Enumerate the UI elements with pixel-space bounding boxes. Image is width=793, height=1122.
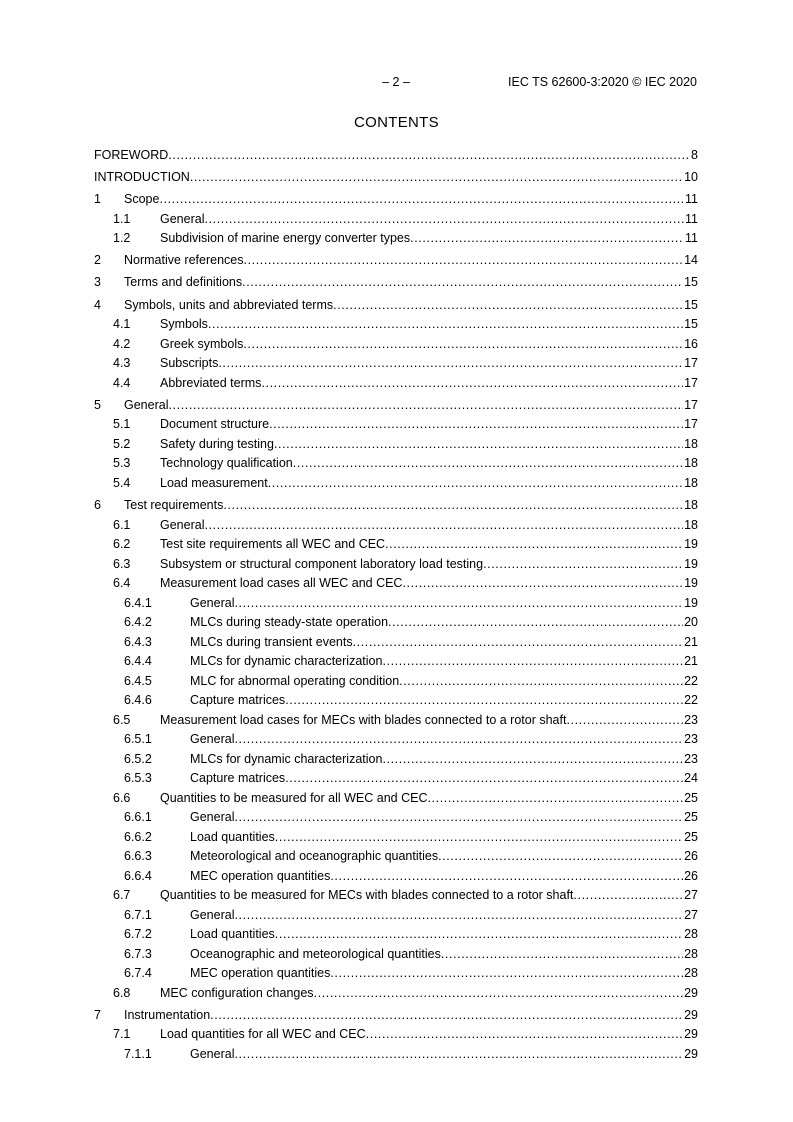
document-reference: IEC TS 62600-3:2020 © IEC 2020 <box>508 75 697 89</box>
dot-leader <box>234 1045 683 1065</box>
toc-entry-number: 6.6.1 <box>124 810 152 824</box>
dot-leader <box>168 146 690 166</box>
toc-entry[interactable] <box>94 613 698 633</box>
toc-entry[interactable] <box>94 964 698 984</box>
toc-entry-title: Load quantities <box>190 829 275 844</box>
toc-entry-page: 29 <box>684 1027 698 1042</box>
toc-entry-title: Measurement load cases for MECs with blades connected to a rotor shaft <box>160 712 567 727</box>
toc-entry-title: Symbols, units and abbreviated terms <box>124 297 334 312</box>
toc-entry-title: Technology qualification <box>160 456 293 471</box>
dot-leader <box>314 984 684 1004</box>
toc-entry[interactable] <box>94 251 698 271</box>
toc-entry-page: 8 <box>691 147 698 162</box>
toc-entry-number: 7.1 <box>113 1027 131 1042</box>
toc-entry-number: 6.4.4 <box>124 654 152 668</box>
toc-entry-title: Abbreviated terms <box>160 375 262 390</box>
toc-entry-number: 6 <box>94 498 101 512</box>
toc-entry-page: 19 <box>684 576 698 590</box>
dot-leader <box>330 867 683 887</box>
toc-entry-title: MEC configuration changes <box>160 985 314 1000</box>
dot-leader <box>382 750 683 770</box>
toc-entry[interactable] <box>94 516 698 536</box>
toc-entry-page: 27 <box>684 907 698 922</box>
toc-entry[interactable] <box>94 633 698 653</box>
toc-entry-number: 5.4 <box>113 475 131 490</box>
toc-entry-number: 1.2 <box>113 231 131 246</box>
toc-entry-title: MLCs for dynamic characterization <box>190 654 383 668</box>
toc-entry-page: 19 <box>684 537 698 551</box>
toc-entry-number: 3 <box>94 275 101 290</box>
toc-entry-number: 6.4.3 <box>124 634 152 649</box>
toc-entry[interactable] <box>94 1025 698 1045</box>
toc-entry-number: 6.4 <box>113 576 131 590</box>
toc-entry-page: 26 <box>684 868 698 883</box>
toc-entry-page: 25 <box>684 829 698 844</box>
toc-entry[interactable] <box>94 190 698 210</box>
toc-entry-number: 6.4.6 <box>124 693 152 707</box>
toc-entry[interactable] <box>94 984 698 1004</box>
toc-entry-number: 2 <box>94 253 101 268</box>
toc-entry-title: Capture matrices <box>190 771 286 785</box>
dot-leader <box>353 633 684 653</box>
toc-entry[interactable] <box>94 396 698 416</box>
toc-entry-page: 10 <box>684 169 698 184</box>
toc-entry[interactable] <box>94 146 698 166</box>
toc-entry[interactable] <box>94 769 698 789</box>
toc-entry-title: General <box>160 211 205 226</box>
dot-leader <box>438 847 683 867</box>
toc-entry-title: Document structure <box>160 417 270 432</box>
dot-leader <box>566 711 683 731</box>
toc-entry[interactable] <box>94 847 698 867</box>
toc-entry-page: 21 <box>684 654 698 668</box>
dot-leader <box>333 296 683 316</box>
toc-entry-number: 4.4 <box>113 375 131 390</box>
toc-entry[interactable] <box>94 789 698 809</box>
toc-entry-number: 6.6.4 <box>124 868 152 883</box>
dot-leader <box>234 594 683 614</box>
toc-entry-number: 6.8 <box>113 985 131 1000</box>
toc-entry-title: MLCs during transient events <box>190 634 353 649</box>
toc-entry-number: 7 <box>94 1007 101 1022</box>
dot-leader <box>234 730 683 750</box>
toc-entry-number: 4 <box>94 297 101 312</box>
toc-entry-page: 28 <box>684 946 698 961</box>
toc-entry-page: 15 <box>684 317 698 332</box>
toc-entry-number: 6.5 <box>113 712 131 727</box>
toc-entry[interactable] <box>94 168 698 188</box>
toc-entry-page: 22 <box>684 673 698 688</box>
toc-entry-number: 6.2 <box>113 537 131 551</box>
toc-entry-number: 6.7.4 <box>124 966 152 980</box>
dot-leader <box>190 168 683 188</box>
toc-entry-title: Subdivision of marine energy converter types <box>160 231 411 246</box>
toc-entry-title: Quantities to be measured for MECs with blades connected to a rotor shaft <box>160 888 574 902</box>
dot-leader <box>285 769 683 789</box>
toc-entry-number: 5.2 <box>113 436 131 451</box>
toc-entry-title: Meteorological and oceanographic quantities <box>190 849 439 863</box>
dot-leader <box>268 474 683 494</box>
dot-leader <box>159 190 684 210</box>
toc-entry-page: 18 <box>684 475 698 490</box>
toc-entry-number: 6.3 <box>113 556 131 571</box>
toc-entry-page: 26 <box>684 849 698 863</box>
dot-leader <box>275 925 683 945</box>
toc-entry[interactable] <box>94 296 698 316</box>
dot-leader <box>244 251 684 271</box>
dot-leader <box>223 496 683 516</box>
toc-entry-number: 6.5.1 <box>124 732 152 746</box>
toc-entry[interactable] <box>94 945 698 965</box>
toc-entry[interactable] <box>94 454 698 474</box>
toc-entry-title: General <box>190 907 235 922</box>
dot-leader <box>261 374 683 394</box>
dot-leader <box>427 789 683 809</box>
toc-entry-title: Load quantities for all WEC and CEC <box>160 1027 366 1042</box>
toc-entry-title: Instrumentation <box>124 1007 211 1022</box>
toc-entry-page: 29 <box>684 1007 698 1022</box>
toc-entry-title: MLCs for dynamic characterization <box>190 751 383 766</box>
toc-entry-page: 16 <box>684 336 698 351</box>
toc-entry-title: Subsystem or structural component laboratory load testing <box>160 556 484 571</box>
toc-entry[interactable] <box>94 335 698 355</box>
toc-entry-page: 18 <box>684 436 698 451</box>
toc-entry-page: 29 <box>684 985 698 1000</box>
toc-entry[interactable] <box>94 711 698 731</box>
toc-entry-title: MLC for abnormal operating condition <box>190 673 400 688</box>
toc-entry-number: 5 <box>94 397 101 412</box>
toc-entry-page: 17 <box>684 397 698 412</box>
dot-leader <box>210 1006 683 1026</box>
toc-entry-page: 17 <box>684 356 698 371</box>
toc-entry-page: 23 <box>684 732 698 746</box>
dot-leader <box>234 906 683 926</box>
toc-entry-number: 7.1.1 <box>124 1046 152 1061</box>
toc-entry[interactable] <box>94 867 698 887</box>
dot-leader <box>399 672 683 692</box>
toc-entry-title: MEC operation quantities <box>190 966 331 980</box>
toc-entry-page: 11 <box>685 231 698 246</box>
dot-leader <box>204 516 683 536</box>
toc-entry-title: Scope <box>124 192 160 207</box>
dot-leader <box>330 964 683 984</box>
dot-leader <box>208 315 683 335</box>
dot-leader <box>242 273 683 293</box>
dot-leader <box>274 435 683 455</box>
toc-entry-title: Symbols <box>160 317 208 332</box>
toc-entry-title: Test site requirements all WEC and CEC <box>160 537 386 551</box>
dot-leader <box>243 335 683 355</box>
toc-entry-page: 23 <box>684 751 698 766</box>
toc-entry[interactable] <box>94 808 698 828</box>
toc-entry-title: Subscripts <box>160 356 219 371</box>
toc-entry[interactable] <box>94 886 698 906</box>
toc-entry-page: 19 <box>684 595 698 610</box>
toc-entry[interactable] <box>94 925 698 945</box>
dot-leader <box>385 535 683 555</box>
toc-entry-title: INTRODUCTION <box>94 169 190 184</box>
toc-entry-title: Terms and definitions <box>124 275 243 290</box>
toc-entry[interactable] <box>94 1006 698 1026</box>
toc-entry-title: General <box>190 732 235 746</box>
toc-entry-page: 28 <box>684 966 698 980</box>
toc-entry-number: 5.3 <box>113 456 131 471</box>
toc-entry-number: 1.1 <box>113 211 131 226</box>
toc-entry-page: 18 <box>684 517 698 532</box>
toc-entry-number: 6.5.2 <box>124 751 152 766</box>
dot-leader <box>410 229 684 249</box>
toc-entry-title: Capture matrices <box>190 693 286 707</box>
toc-entry-page: 21 <box>684 634 698 649</box>
dot-leader <box>275 828 683 848</box>
toc-entry-number: 6.6 <box>113 790 131 805</box>
toc-entry-number: 6.6.2 <box>124 829 152 844</box>
dot-leader <box>388 613 683 633</box>
toc-entry-number: 6.5.3 <box>124 771 152 785</box>
toc-entry-number: 6.6.3 <box>124 849 152 863</box>
toc-entry-page: 18 <box>684 498 698 512</box>
toc-entry-number: 4.2 <box>113 336 131 351</box>
dot-leader <box>382 652 683 672</box>
toc-entry-title: MEC operation quantities <box>190 868 331 883</box>
toc-entry-title: Load measurement <box>160 475 268 490</box>
toc-entry-page: 23 <box>684 712 698 727</box>
toc-entry-number: 1 <box>94 192 101 207</box>
toc-entry[interactable] <box>94 574 698 594</box>
toc-entry[interactable] <box>94 535 698 555</box>
toc-entry-number: 6.7.1 <box>124 907 152 922</box>
dot-leader <box>204 210 684 230</box>
toc-entry-page: 15 <box>684 275 698 290</box>
toc-entry-page: 11 <box>685 192 698 207</box>
toc-entry[interactable] <box>94 415 698 435</box>
toc-entry-page: 17 <box>684 375 698 390</box>
toc-entry-page: 14 <box>684 253 698 268</box>
toc-entry[interactable] <box>94 496 698 516</box>
dot-leader <box>269 415 683 435</box>
dot-leader <box>573 886 683 906</box>
toc-entry-number: 5.1 <box>113 417 131 432</box>
toc-entry[interactable] <box>94 672 698 692</box>
toc-entry[interactable] <box>94 594 698 614</box>
toc-entry-page: 29 <box>684 1046 698 1061</box>
toc-entry[interactable] <box>94 1045 698 1065</box>
toc-entry[interactable] <box>94 474 698 494</box>
toc-entry-number: 6.4.2 <box>124 615 152 629</box>
toc-entry[interactable] <box>94 750 698 770</box>
toc-entry-page: 17 <box>684 417 698 432</box>
toc-entry-title: Oceanographic and meteorological quantities <box>190 946 441 961</box>
toc-entry[interactable] <box>94 273 698 293</box>
toc-entry-title: FOREWORD <box>94 147 169 162</box>
toc-entry-number: 6.7.3 <box>124 946 152 961</box>
toc-entry-number: 6.7.2 <box>124 927 152 941</box>
toc-entry-title: General <box>160 517 205 532</box>
page-title: CONTENTS <box>354 114 439 131</box>
toc-entry-page: 19 <box>684 556 698 571</box>
toc-entry-title: General <box>190 595 235 610</box>
dot-leader <box>293 454 683 474</box>
toc-entry[interactable] <box>94 435 698 455</box>
toc-entry-page: 24 <box>684 771 698 785</box>
toc-entry-page: 15 <box>684 297 698 312</box>
toc-entry[interactable] <box>94 906 698 926</box>
toc-entry-page: 25 <box>684 810 698 824</box>
toc-entry-number: 4.3 <box>113 356 131 371</box>
dot-leader <box>366 1025 683 1045</box>
toc-entry[interactable] <box>94 652 698 672</box>
toc-entry-number: 6.7 <box>113 888 131 902</box>
dot-leader <box>483 555 683 575</box>
dot-leader <box>402 574 683 594</box>
toc-entry-title: Test requirements <box>124 498 224 512</box>
toc-entry-page: 18 <box>684 456 698 471</box>
toc-entry-title: General <box>190 810 235 824</box>
toc-entry-page: 27 <box>684 888 698 902</box>
toc-entry[interactable] <box>94 828 698 848</box>
toc-entry-number: 6.1 <box>113 517 131 532</box>
dot-leader <box>218 354 683 374</box>
toc-entry-number: 6.4.1 <box>124 595 152 610</box>
toc-entry[interactable] <box>94 354 698 374</box>
toc-entry-page: 25 <box>684 790 698 805</box>
toc-entry-number: 4.1 <box>113 317 131 332</box>
toc-entry-title: Normative references <box>124 253 244 268</box>
toc-entry-title: Quantities to be measured for all WEC and CEC <box>160 790 428 805</box>
toc-entry-title: Safety during testing <box>160 436 274 451</box>
toc-entry-page: 11 <box>685 211 698 226</box>
toc-entry-title: General <box>190 1046 235 1061</box>
toc-entry-title: Load quantities <box>190 927 275 941</box>
toc-entry[interactable] <box>94 315 698 335</box>
toc-entry[interactable] <box>94 555 698 575</box>
toc-entry[interactable] <box>94 691 698 711</box>
toc-entry-title: MLCs during steady-state operation <box>190 615 389 629</box>
dot-leader <box>441 945 683 965</box>
toc-entry-page: 28 <box>684 927 698 941</box>
toc-entry-title: Measurement load cases all WEC and CEC <box>160 576 403 590</box>
dot-leader <box>285 691 683 711</box>
toc-entry-page: 22 <box>684 693 698 707</box>
page-number-label: – 2 – <box>382 75 410 89</box>
dot-leader <box>234 808 683 828</box>
toc-entry[interactable] <box>94 730 698 750</box>
table-of-contents <box>94 143 698 1064</box>
dot-leader <box>168 396 683 416</box>
toc-entry-title: Greek symbols <box>160 336 244 351</box>
toc-entry-title: General <box>124 397 169 412</box>
toc-entry[interactable] <box>94 210 698 230</box>
toc-entry[interactable] <box>94 374 698 394</box>
toc-entry[interactable] <box>94 229 698 249</box>
toc-entry-number: 6.4.5 <box>124 673 152 688</box>
toc-entry-page: 20 <box>684 615 698 629</box>
